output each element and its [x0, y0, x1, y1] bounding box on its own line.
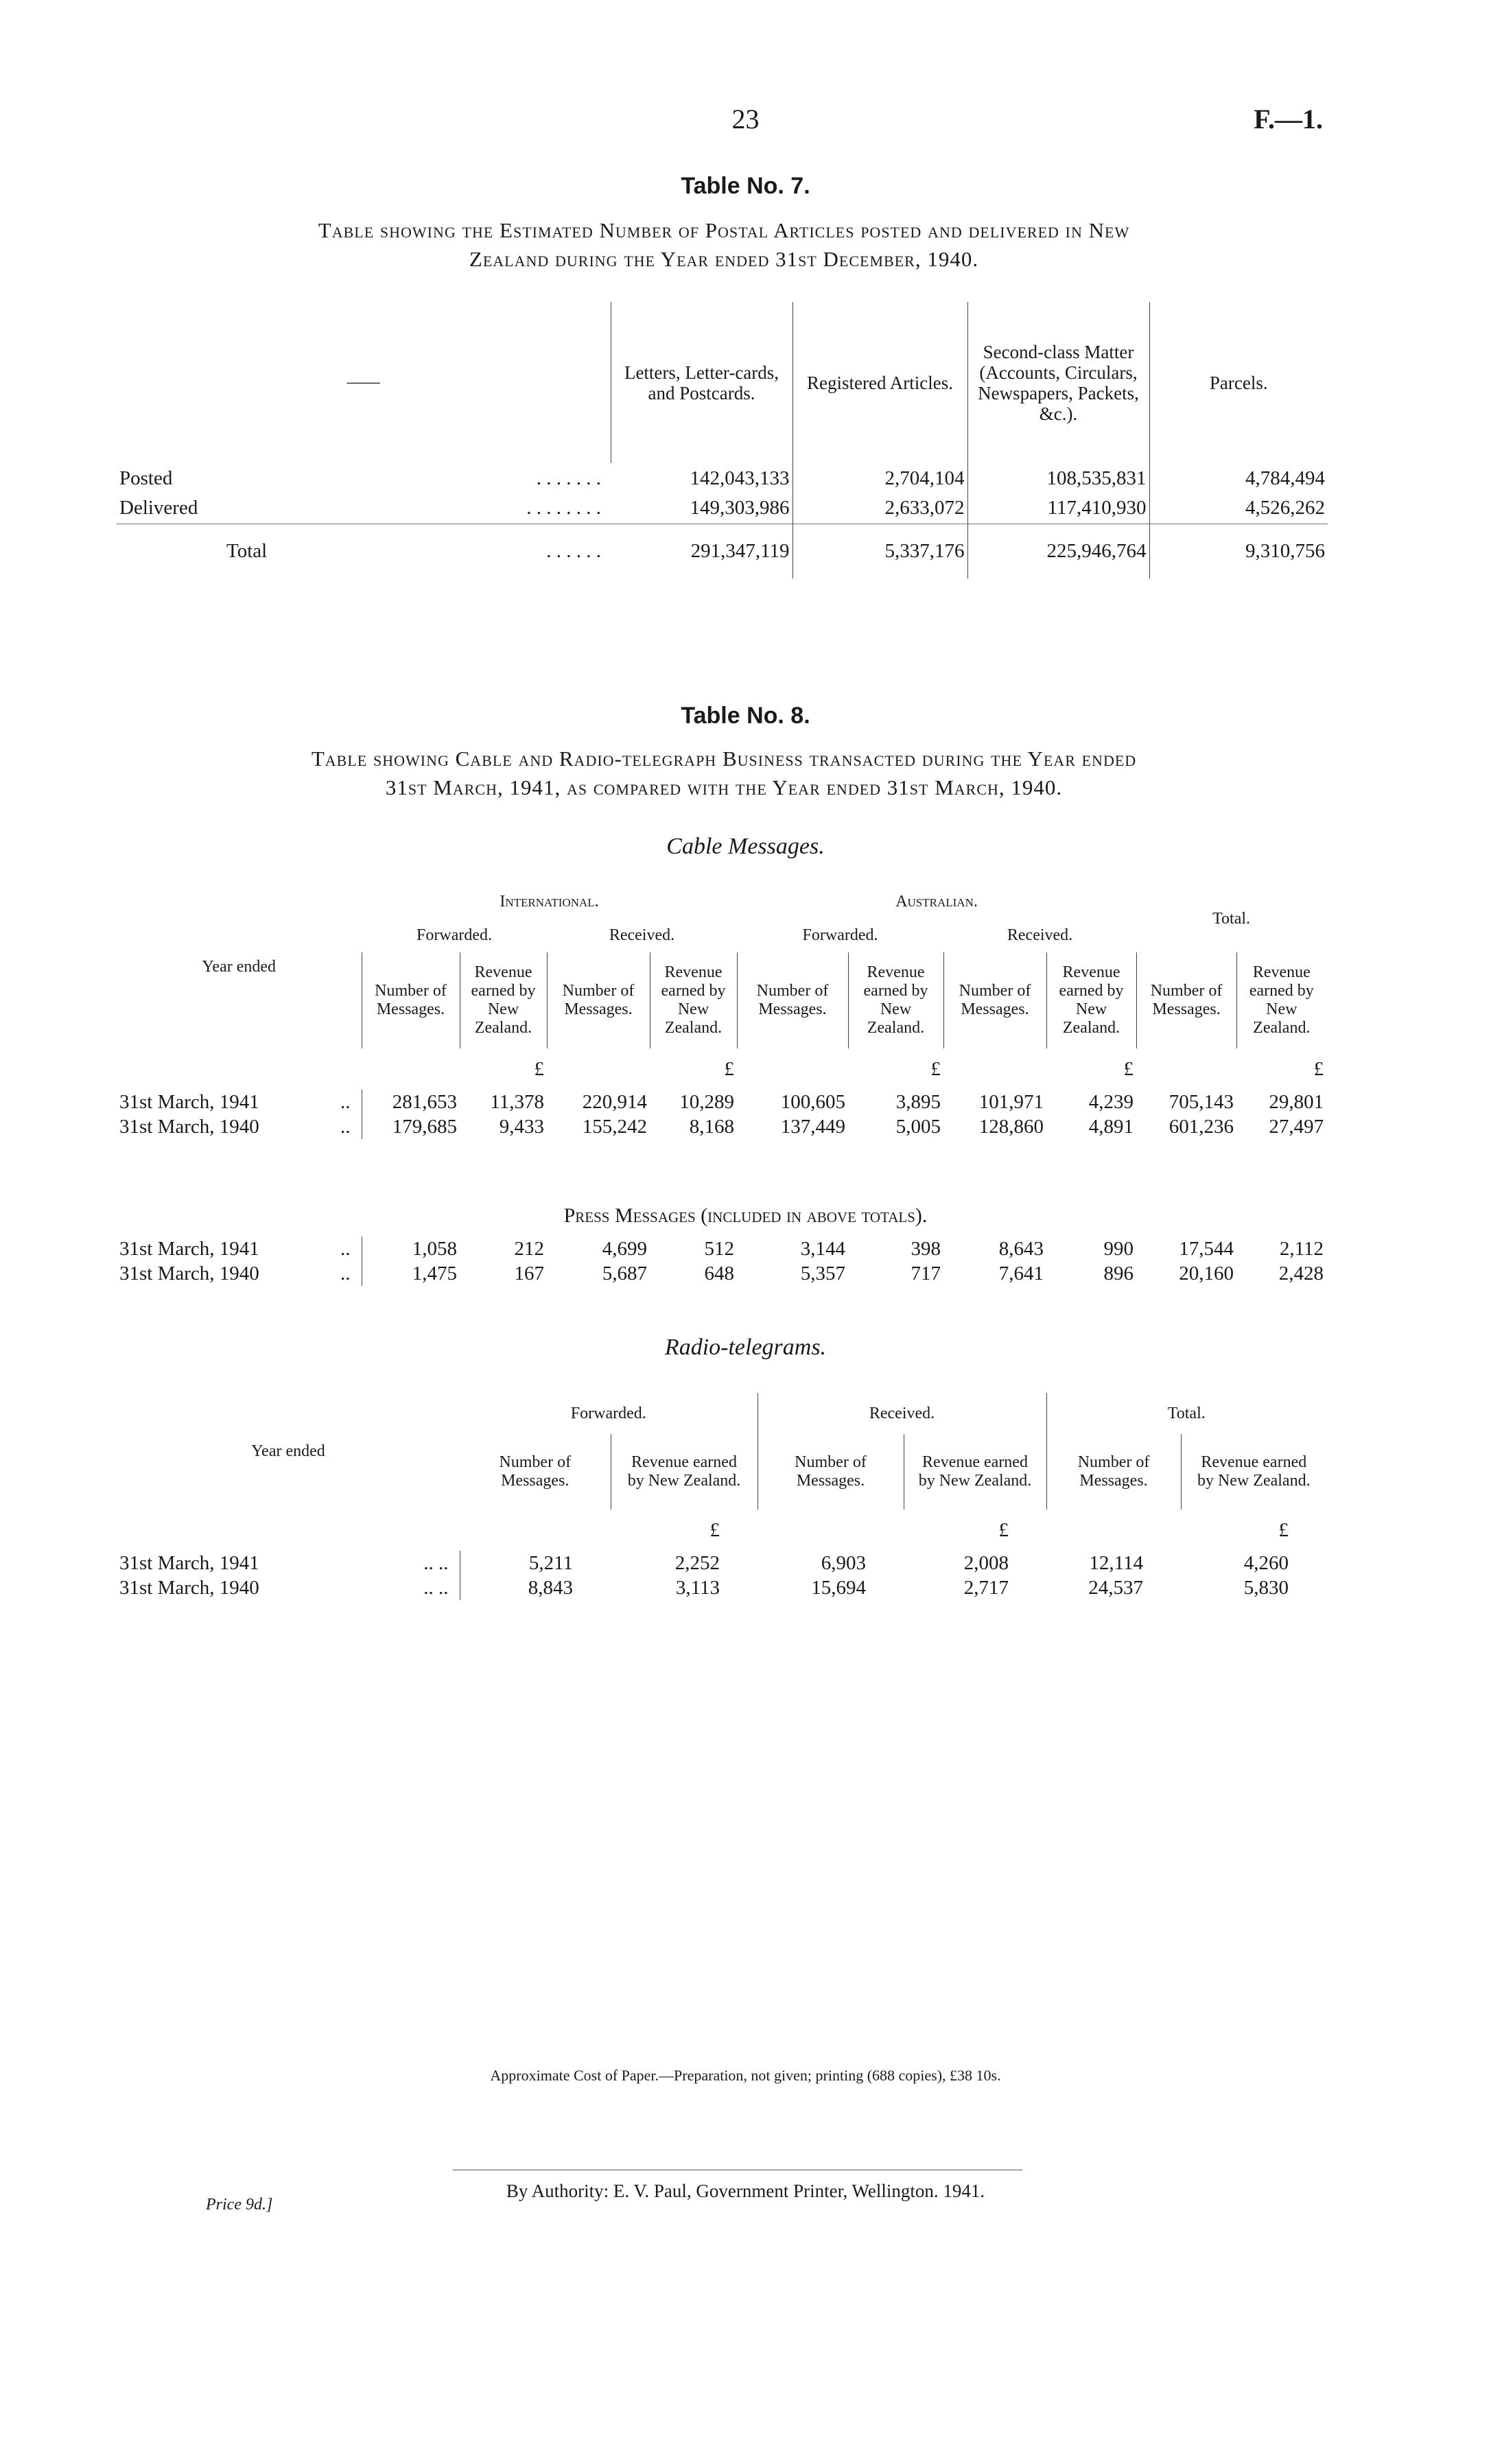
col-number-of-messages: Number of Messages. — [737, 952, 848, 1048]
printer-authority: By Authority: E. V. Paul, Government Printer, Wellington. 1941. — [506, 2181, 985, 2201]
press-messages-heading: Press Messages (included in above totals). — [563, 1204, 928, 1227]
radio-telegrams-subtitle: Radio-telegrams. — [664, 1335, 827, 1360]
table7-row — [117, 463, 1328, 493]
table7-cell: 108,535,831 — [967, 463, 1149, 493]
press-messages-table — [117, 1236, 1326, 1286]
currency-row — [117, 1510, 1326, 1551]
data-cell: 5,005 — [895, 1115, 941, 1138]
currency-symbol: £ — [1278, 1518, 1289, 1541]
cable-subgroup: Received. — [609, 926, 675, 944]
table7-stub-header: —— — [347, 373, 380, 391]
year-label: 31st March, 1940 — [119, 1262, 259, 1284]
col-number-of-messages: Number of Messages. — [943, 952, 1046, 1048]
col-number-of-messages: Number of Messages. — [1136, 952, 1236, 1048]
radio-stub-header: Year ended — [251, 1442, 325, 1460]
table7-cell: 117,410,930 — [967, 493, 1149, 524]
spacer — [943, 1048, 1046, 1090]
data-cell: 1,058 — [362, 1236, 460, 1261]
dot-leader: . . . . . . . — [536, 467, 601, 489]
cable-subgroup: Forwarded. — [802, 926, 878, 944]
col-number-of-messages: Number of Messages. — [1046, 1434, 1181, 1510]
table7 — [117, 302, 1328, 578]
data-cell: 128,860 — [978, 1115, 1044, 1138]
data-cell: 5,357 — [800, 1262, 845, 1284]
data-cell: 281,653 — [362, 1090, 460, 1114]
dot-leader: . . . . . . . . — [526, 497, 601, 519]
data-cell: 5,211 — [460, 1551, 611, 1575]
radio-group-row — [117, 1393, 1326, 1434]
table7-cell: 225,946,764 — [967, 524, 1149, 578]
dot-leader: .. — [340, 1115, 351, 1138]
table7-row-label — [117, 463, 611, 493]
data-cell: 705,143 — [1169, 1090, 1234, 1113]
data-cell: 10,289 — [679, 1090, 734, 1113]
row-label — [117, 1575, 460, 1600]
row-label: Delivered — [119, 497, 198, 519]
data-cell: 155,242 — [582, 1115, 647, 1138]
data-cell: 100,605 — [780, 1090, 845, 1113]
document-reference: F.—1. — [1254, 104, 1323, 134]
cable-group-total: Total. — [1212, 909, 1251, 928]
price: Price 9d.] — [206, 2196, 273, 2214]
data-cell: 9,433 — [499, 1115, 544, 1138]
spacer — [758, 1510, 904, 1551]
data-cell: 179,685 — [362, 1114, 460, 1139]
table7-row-label — [117, 493, 611, 524]
year-label: 31st March, 1941 — [119, 1090, 259, 1113]
row-label: Posted — [119, 467, 173, 489]
col-revenue: Revenue earned by New Zealand. — [460, 952, 547, 1048]
row-label: Total — [226, 539, 268, 562]
row-label — [117, 1236, 362, 1261]
row-label — [117, 1114, 362, 1139]
data-cell: 512 — [704, 1237, 734, 1260]
col-revenue: Revenue earned by New Zealand. — [650, 952, 737, 1048]
data-cell: 8,168 — [689, 1115, 734, 1138]
cable-group-international: International. — [500, 892, 599, 911]
data-cell: 1,475 — [362, 1261, 460, 1286]
radio-telegrams-table — [117, 1393, 1326, 1600]
cable-stub-header: Year ended — [202, 957, 277, 976]
data-cell: 2,112 — [1279, 1237, 1324, 1260]
data-cell: 17,544 — [1179, 1237, 1234, 1260]
table7-caption-line1: Table showing the Estimated Number of Postal Articles posted and delivered in New — [318, 218, 1130, 242]
table7-col-header: Letters, Letter-cards, and Postcards. — [611, 302, 793, 463]
data-cell: 212 — [514, 1237, 544, 1260]
data-cell: 12,114 — [1089, 1551, 1144, 1574]
spacer — [1046, 1510, 1181, 1551]
data-cell: 990 — [1103, 1237, 1134, 1260]
data-cell: 20,160 — [1179, 1262, 1234, 1284]
data-cell: 29,801 — [1269, 1090, 1324, 1113]
data-row — [117, 1261, 1326, 1286]
data-row — [117, 1575, 1326, 1600]
data-cell: 5,830 — [1243, 1576, 1289, 1599]
dot-leader: .. — [340, 1090, 351, 1113]
table7-col-header: Second-class Matter (Accounts, Circulars, Newspapers, Packets, &c.). — [967, 302, 1149, 463]
data-cell: 2,717 — [963, 1576, 1009, 1599]
data-cell: 2,428 — [1278, 1262, 1324, 1284]
data-row — [117, 1114, 1326, 1139]
data-cell: 5,687 — [602, 1262, 647, 1284]
currency-symbol: £ — [930, 1057, 941, 1080]
row-label — [117, 1090, 362, 1114]
table7-col-header: Parcels. — [1149, 302, 1328, 463]
data-cell: 137,449 — [780, 1115, 845, 1138]
col-revenue: Revenue earned by New Zealand. — [904, 1434, 1046, 1510]
data-cell: 6,903 — [821, 1551, 866, 1574]
table7-cell: 2,704,104 — [793, 463, 967, 493]
table8-caption-line2: 31st March, 1941, as compared with the Year ended 31st March, 1940. — [385, 775, 1063, 799]
table7-row-label — [117, 524, 611, 578]
dot-leader: .. .. — [423, 1576, 449, 1599]
cable-group-row — [117, 885, 1326, 918]
year-label: 31st March, 1941 — [119, 1551, 259, 1574]
cable-messages-subtitle: Cable Messages. — [666, 834, 825, 859]
dot-leader: .. .. — [423, 1551, 449, 1574]
dot-leader: . . . . . . — [546, 539, 601, 562]
spacer — [460, 1510, 611, 1551]
data-cell: 15,694 — [811, 1576, 866, 1599]
currency-symbol: £ — [534, 1057, 544, 1080]
table8-title: Table No. 8. — [681, 703, 810, 729]
dot-leader: .. — [340, 1237, 351, 1260]
data-cell: 167 — [514, 1262, 544, 1284]
table7-cell: 9,310,756 — [1149, 524, 1328, 578]
data-cell: 2,252 — [674, 1551, 720, 1574]
data-cell: 896 — [1103, 1262, 1134, 1284]
table7-col-header: Registered Articles. — [793, 302, 967, 463]
table7-title: Table No. 7. — [681, 173, 810, 199]
col-revenue: Revenue earned by New Zealand. — [1181, 1434, 1326, 1510]
data-cell: 601,236 — [1169, 1115, 1234, 1138]
data-cell: 27,497 — [1269, 1115, 1324, 1138]
table7-cell: 5,337,176 — [793, 524, 967, 578]
col-number-of-messages: Number of Messages. — [499, 1453, 572, 1490]
col-revenue: Revenue earned by New Zealand. — [611, 1434, 758, 1510]
currency-symbol: £ — [1313, 1057, 1324, 1080]
data-row — [117, 1236, 1326, 1261]
year-label: 31st March, 1941 — [119, 1237, 259, 1260]
data-cell: 3,144 — [800, 1237, 845, 1260]
data-row — [117, 1090, 1326, 1114]
data-cell: 24,537 — [1088, 1576, 1144, 1599]
currency-symbol: £ — [724, 1057, 734, 1080]
data-cell: 4,239 — [1088, 1090, 1134, 1113]
data-cell: 398 — [911, 1237, 941, 1260]
year-label: 31st March, 1940 — [119, 1115, 259, 1138]
spacer — [362, 1048, 460, 1090]
col-number-of-messages: Number of Messages. — [758, 1434, 904, 1510]
table8-caption — [117, 744, 1331, 802]
table8-caption-line1: Table showing Cable and Radio-telegraph Business transacted during the Year ended — [311, 747, 1137, 771]
data-cell: 717 — [911, 1262, 941, 1284]
spacer — [117, 1048, 362, 1090]
data-row — [117, 1551, 1326, 1575]
col-revenue: Revenue earned by New Zealand. — [1046, 952, 1136, 1048]
spacer — [737, 1048, 848, 1090]
data-cell: 7,641 — [998, 1262, 1044, 1284]
table7-total-row — [117, 524, 1328, 578]
cable-subgroup: Forwarded. — [416, 926, 492, 944]
data-cell: 3,895 — [895, 1090, 941, 1113]
table7-cell: 142,043,133 — [690, 467, 790, 489]
cable-group-australian: Australian. — [895, 892, 978, 911]
table7-cell: 149,303,986 — [690, 497, 790, 519]
cable-subgroup: Received. — [1007, 926, 1073, 944]
table7-row — [117, 493, 1328, 524]
data-cell: 3,113 — [675, 1576, 720, 1599]
table7-cell: 291,347,119 — [690, 539, 790, 562]
table7-cell: 4,784,494 — [1149, 463, 1328, 493]
radio-group-total: Total. — [1046, 1393, 1326, 1434]
dot-leader: .. — [340, 1262, 351, 1284]
table7-header-row — [117, 302, 1328, 463]
spacer — [1136, 1048, 1236, 1090]
data-cell: 220,914 — [582, 1090, 647, 1113]
col-revenue: Revenue earned by New Zealand. — [848, 952, 943, 1048]
table7-cell: 4,526,262 — [1149, 493, 1328, 524]
data-cell: 648 — [704, 1262, 734, 1284]
spacer — [117, 1510, 460, 1551]
col-revenue: Revenue earned by New Zealand. — [1236, 952, 1326, 1048]
data-cell: 4,699 — [602, 1237, 647, 1260]
data-cell: 4,891 — [1088, 1115, 1134, 1138]
radio-group-forwarded: Forwarded. — [570, 1404, 646, 1422]
cost-of-paper-note: Approximate Cost of Paper.—Preparation, not given; printing (688 copies), £38 10s. — [490, 2067, 1001, 2084]
cable-messages-table — [117, 885, 1326, 1139]
page-number: 23 — [731, 104, 760, 134]
col-number-of-messages: Number of Messages. — [362, 952, 460, 1048]
col-number-of-messages: Number of Messages. — [547, 952, 650, 1048]
currency-symbol: £ — [709, 1518, 720, 1541]
data-cell: 8,843 — [460, 1575, 611, 1600]
data-cell: 101,971 — [978, 1090, 1044, 1113]
radio-group-received: Received. — [758, 1393, 1046, 1434]
currency-row — [117, 1048, 1326, 1090]
data-cell: 2,008 — [963, 1551, 1009, 1574]
data-cell: 4,260 — [1243, 1551, 1289, 1574]
table7-cell: 2,633,072 — [793, 493, 967, 524]
currency-symbol: £ — [1123, 1057, 1134, 1080]
currency-symbol: £ — [998, 1518, 1009, 1541]
data-cell: 11,378 — [490, 1090, 544, 1113]
year-label: 31st March, 1940 — [119, 1576, 259, 1599]
table7-caption — [117, 216, 1331, 274]
spacer — [547, 1048, 650, 1090]
table7-caption-line2: Zealand during the Year ended 31st December, 1940. — [469, 247, 979, 271]
row-label — [117, 1261, 362, 1286]
row-label — [117, 1551, 460, 1575]
data-cell: 8,643 — [998, 1237, 1044, 1260]
